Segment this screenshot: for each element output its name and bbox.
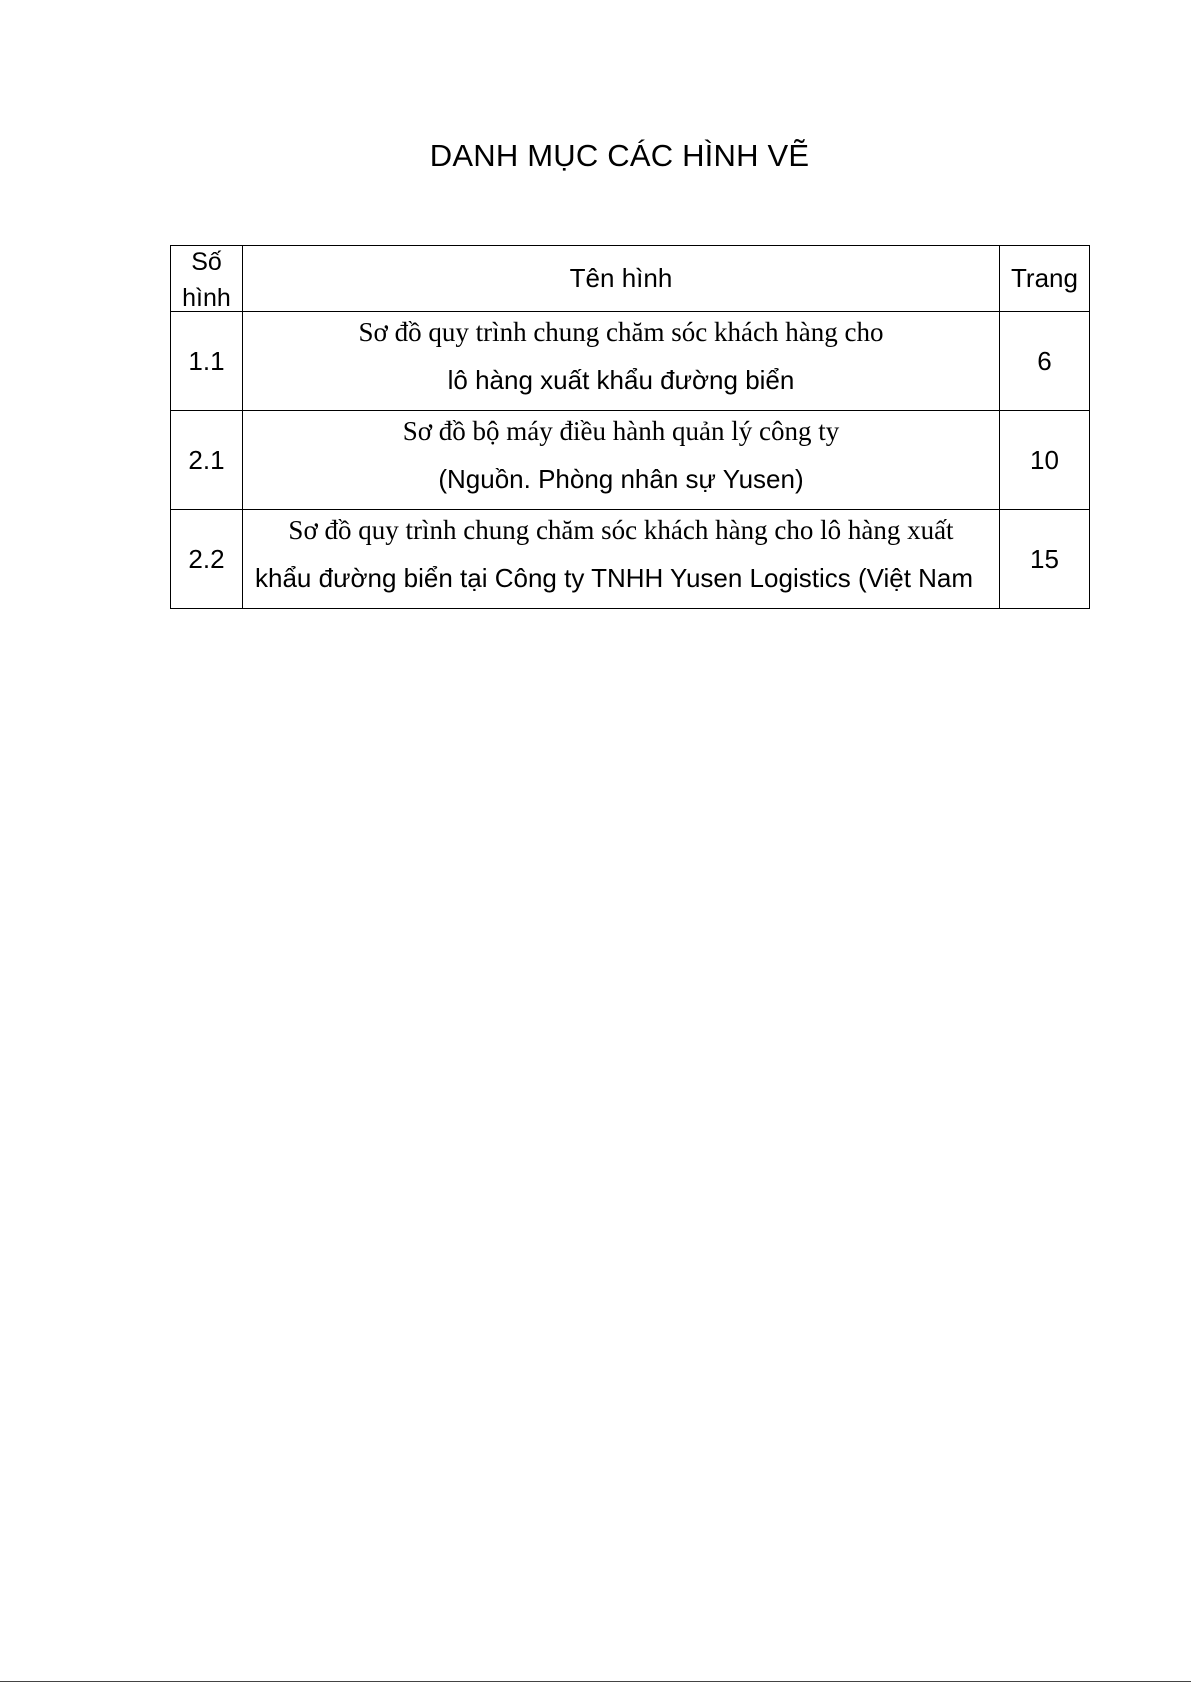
figure-name [243, 312, 1000, 411]
table-row [171, 312, 1090, 411]
figure-page: 6 [1000, 312, 1090, 411]
table-row [171, 510, 1090, 609]
figure-name-line2: lô hàng xuất khẩu đường biển [447, 365, 795, 395]
header-figure-number-line1: Số [191, 248, 222, 276]
page-bottom-rule [0, 1681, 1191, 1682]
page-title: DANH MỤC CÁC HÌNH VẼ [429, 138, 810, 173]
figure-list-table [170, 245, 1090, 609]
table-row [171, 411, 1090, 510]
figure-number: 2.2 [171, 510, 243, 609]
figure-name-line2: khẩu đường biển tại Công ty TNHH Yusen Logistics (Việt Nam [255, 563, 974, 593]
figure-name [243, 510, 1000, 609]
figure-name-line1: Sơ đồ quy trình chung chăm sóc khách hàng cho [358, 317, 884, 347]
figure-name-line1: Sơ đồ quy trình chung chăm sóc khách hàng cho lô hàng xuất [288, 515, 954, 545]
figure-name-line2: (Nguồn. Phòng nhân sự Yusen) [438, 464, 804, 494]
figure-page: 15 [1000, 510, 1090, 609]
figure-name [243, 411, 1000, 510]
header-figure-number-line2: hình [182, 284, 231, 312]
header-figure-name: Tên hình [243, 246, 1000, 312]
figure-number: 2.1 [171, 411, 243, 510]
table-header-row [171, 246, 1090, 312]
header-figure-number [171, 246, 243, 312]
figure-number: 1.1 [171, 312, 243, 411]
figure-page: 10 [1000, 411, 1090, 510]
header-page: Trang [1000, 246, 1090, 312]
figure-name-line1: Sơ đồ bộ máy điều hành quản lý công ty [402, 416, 840, 446]
